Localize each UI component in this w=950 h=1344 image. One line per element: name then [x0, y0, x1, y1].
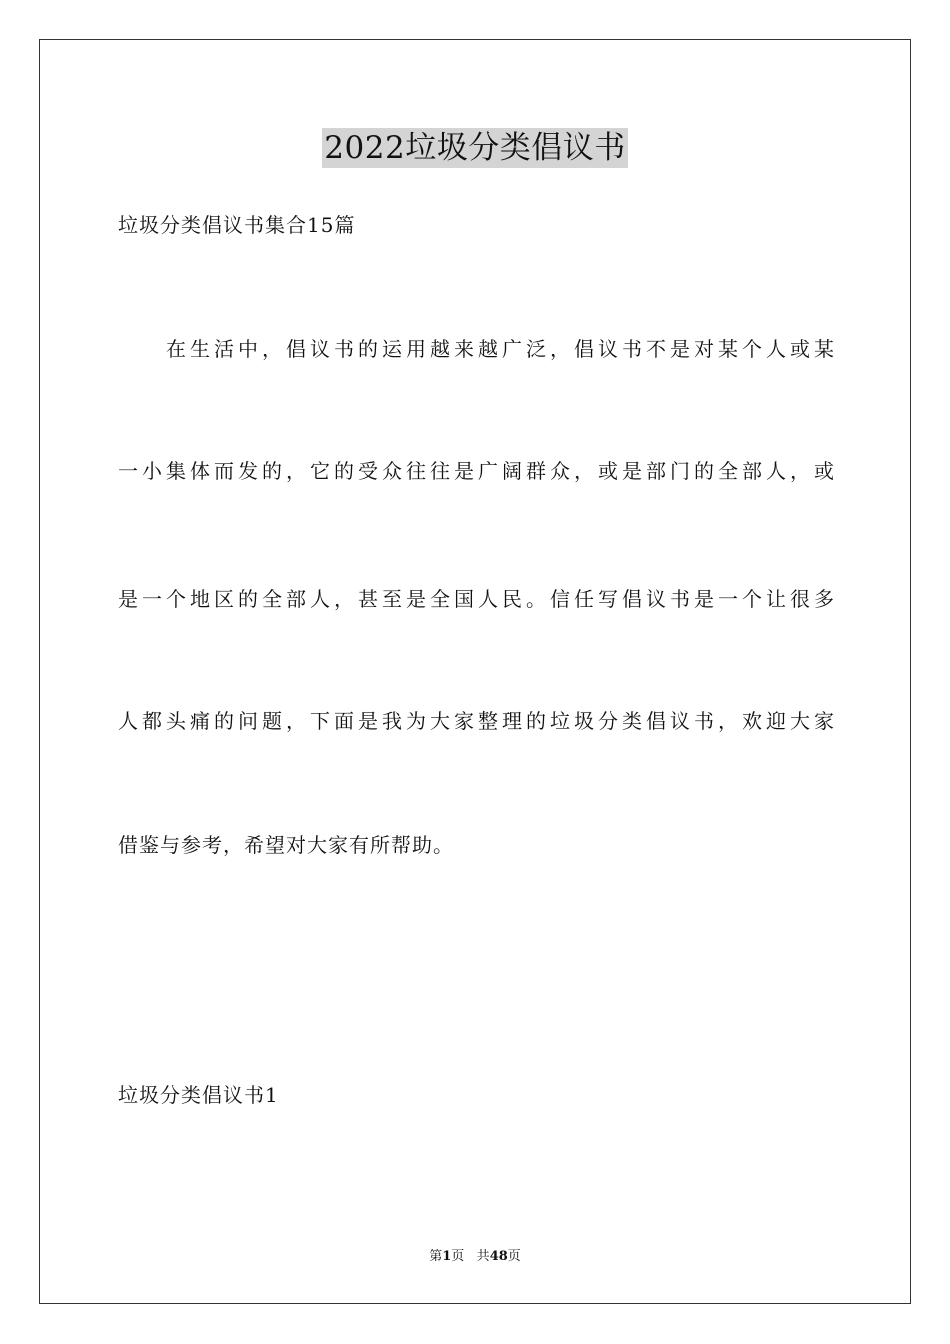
title-container — [0, 128, 950, 168]
paragraph-line: 借鉴与参考，希望对大家有所帮助。 — [118, 833, 454, 857]
paragraph-line: 是一个地区的全部人，甚至是全国人民。信任写倡议书是一个让很多 — [118, 587, 834, 611]
paragraph-line: 一小集体而发的，它的受众往往是广阔群众，或是部门的全部人，或 — [118, 459, 834, 483]
document-subtitle: 垃圾分类倡议书集合15篇 — [118, 213, 356, 237]
document-title: 2022垃圾分类倡议书 — [324, 130, 626, 166]
footer-total-pages: 48 — [489, 1249, 508, 1264]
paragraph-line: 在生活中，倡议书的运用越来越广泛，倡议书不是对某个人或某 — [166, 337, 834, 361]
section-heading: 垃圾分类倡议书1 — [118, 1083, 279, 1107]
footer-total-suffix: 页 — [507, 1249, 521, 1264]
page-footer — [0, 1248, 950, 1266]
footer-total-prefix: 共 — [476, 1249, 490, 1264]
footer-page-suffix: 页 — [451, 1249, 465, 1264]
paragraph-line: 人都头痛的问题，下面是我为大家整理的垃圾分类倡议书，欢迎大家 — [118, 709, 834, 733]
footer-page-number: 1 — [442, 1249, 452, 1264]
footer-page-prefix: 第 — [429, 1249, 443, 1264]
